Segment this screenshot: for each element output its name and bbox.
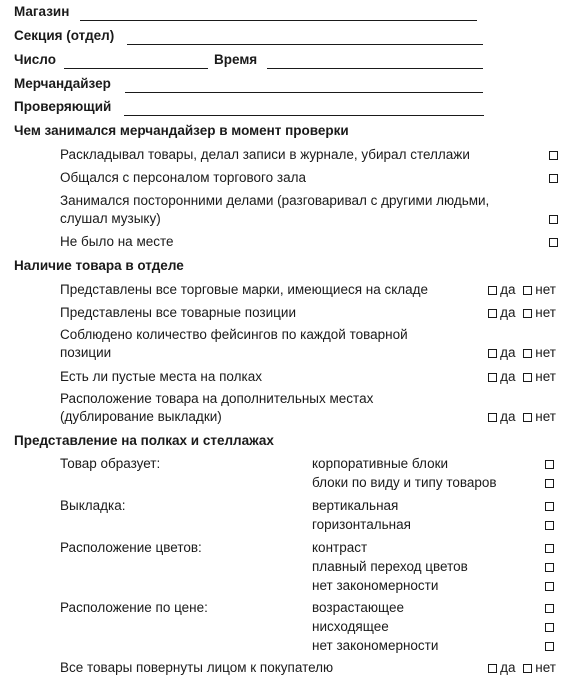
group-label: Расположение по цене: xyxy=(60,600,208,615)
group-label: Расположение цветов: xyxy=(60,540,202,555)
checkbox[interactable] xyxy=(549,215,558,224)
yes-checkbox[interactable] xyxy=(488,413,497,422)
section3-title: Представление на полках и стеллажах xyxy=(14,433,274,448)
checkbox[interactable] xyxy=(549,238,558,247)
section2-item-label: Расположение товара на дополнительных местах xyxy=(60,391,374,406)
section1-item-label: Общался с персоналом торгового зала xyxy=(60,170,306,185)
yes-no-choice: да нет xyxy=(488,409,556,424)
section-label: Секция (отдел) xyxy=(14,28,115,43)
option-label: нет закономерности xyxy=(312,638,439,653)
inspector-label: Проверяющий xyxy=(14,99,112,114)
option-label: контраст xyxy=(312,540,368,555)
yes-no-choice: да нет xyxy=(488,660,556,675)
yes-checkbox[interactable] xyxy=(488,286,497,295)
no-checkbox[interactable] xyxy=(523,349,532,358)
option-label: блоки по виду и типу товаров xyxy=(312,475,497,490)
yes-no-choice: да нет xyxy=(488,345,556,360)
checkbox[interactable] xyxy=(549,151,558,160)
checkbox[interactable] xyxy=(545,479,554,488)
no-checkbox[interactable] xyxy=(523,413,532,422)
section2-item-label-cont: (дублирование выкладки) xyxy=(60,409,222,424)
section1-item-label-cont: слушал музыку) xyxy=(60,211,161,226)
date-field[interactable] xyxy=(64,68,208,69)
checkbox[interactable] xyxy=(545,502,554,511)
option-label: горизонтальная xyxy=(312,517,411,532)
no-checkbox[interactable] xyxy=(523,373,532,382)
option-label: возрастающее xyxy=(312,600,404,615)
section1-title: Чем занимался мерчандайзер в момент проверки xyxy=(14,123,349,138)
option-label: корпоративные блоки xyxy=(312,456,449,471)
yes-no-choice: да нет xyxy=(488,282,556,297)
yes-checkbox[interactable] xyxy=(488,664,497,673)
checkbox[interactable] xyxy=(549,174,558,183)
time-field[interactable] xyxy=(267,68,483,69)
yes-checkbox[interactable] xyxy=(488,309,497,318)
option-label: нет закономерности xyxy=(312,578,439,593)
section-field[interactable] xyxy=(127,44,483,45)
checkbox[interactable] xyxy=(545,544,554,553)
section1-item-label: Не было на месте xyxy=(60,234,174,249)
no-checkbox[interactable] xyxy=(523,664,532,673)
section2-item-label: Представлены все торговые марки, имеющиеся на складе xyxy=(60,282,429,297)
checkbox[interactable] xyxy=(545,604,554,613)
section1-item-label: Занимался посторонними делами (разговаривал с другими людьми, xyxy=(60,193,490,208)
no-checkbox[interactable] xyxy=(523,286,532,295)
section1-item-label: Раскладывал товары, делал записи в журнале, убирал стеллажи xyxy=(60,147,470,162)
inspector-field[interactable] xyxy=(124,115,484,116)
section2-item-label: Есть ли пустые места на полках xyxy=(60,369,262,384)
checkbox[interactable] xyxy=(545,521,554,530)
no-checkbox[interactable] xyxy=(523,309,532,318)
checkbox[interactable] xyxy=(545,563,554,572)
yes-checkbox[interactable] xyxy=(488,349,497,358)
checkbox[interactable] xyxy=(545,642,554,651)
checkbox[interactable] xyxy=(545,623,554,632)
group-label: Выкладка: xyxy=(60,498,126,513)
date-label: Число xyxy=(14,52,56,67)
checkbox[interactable] xyxy=(545,460,554,469)
yes-checkbox[interactable] xyxy=(488,373,497,382)
option-label: нисходящее xyxy=(312,619,389,634)
yes-no-choice: да нет xyxy=(488,305,556,320)
group-label: Товар образует: xyxy=(60,456,161,471)
option-label: плавный переход цветов xyxy=(312,559,468,574)
final-item-label: Все товары повернуты лицом к покупателю xyxy=(60,660,334,675)
section2-item-label-cont: позиции xyxy=(60,345,112,360)
time-label: Время xyxy=(214,52,258,67)
checkbox[interactable] xyxy=(545,582,554,591)
option-label: вертикальная xyxy=(312,498,399,513)
store-label: Магазин xyxy=(14,4,70,19)
store-field[interactable] xyxy=(80,20,477,21)
merchandiser-field[interactable] xyxy=(125,92,483,93)
section2-title: Наличие товара в отделе xyxy=(14,258,184,273)
section2-item-label: Соблюдено количество фейсингов по каждой товарной xyxy=(60,327,408,342)
section2-item-label: Представлены все товарные позиции xyxy=(60,305,296,320)
merchandiser-label: Мерчандайзер xyxy=(14,76,111,91)
yes-no-choice: да нет xyxy=(488,369,556,384)
